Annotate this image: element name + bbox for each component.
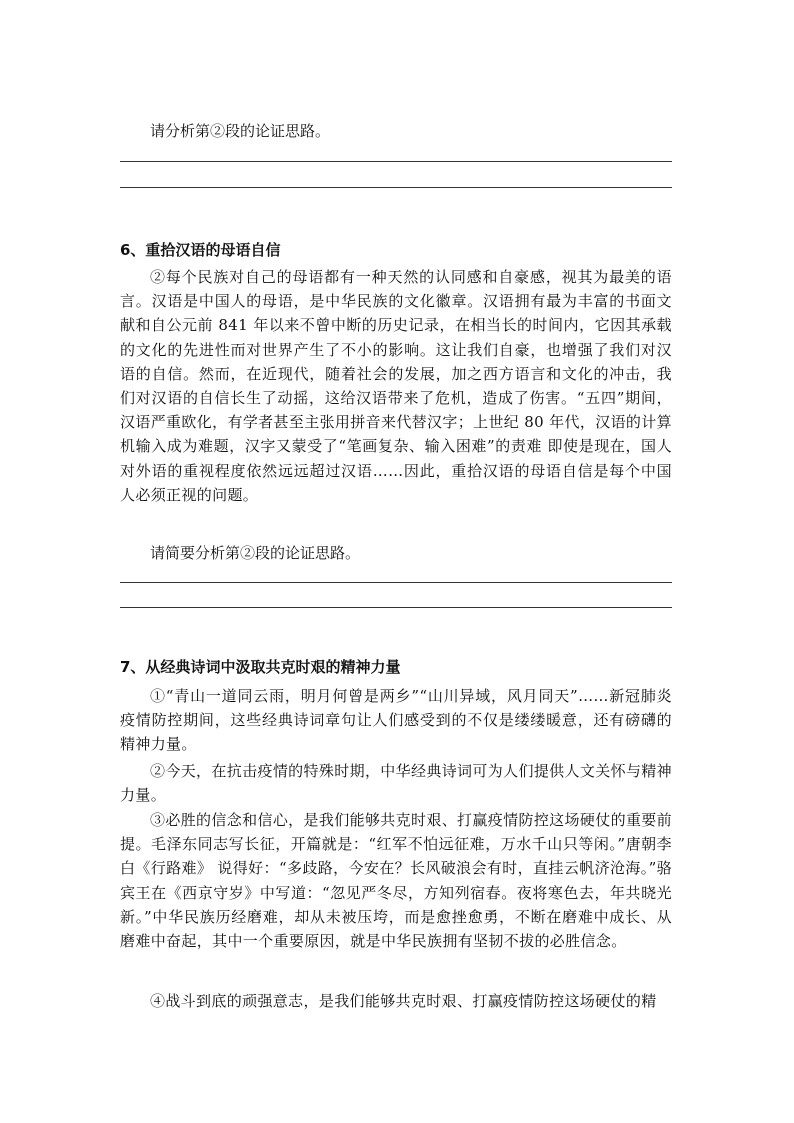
section7-paragraph-2: ②今天，在抗击疫情的特殊时期，中华经典诗词可为人们提供人文关怀与精神力量。: [120, 762, 672, 805]
section6-heading: 6、重拾汉语的母语自信: [120, 241, 281, 259]
answer-line[interactable]: [120, 607, 672, 608]
answer-line[interactable]: [120, 161, 672, 162]
section6-paragraph-2: ②每个民族对自己的母语都有一种天然的认同感和自豪感，视其为最美的语言。汉语是中国人的母语，是中华民族的文化徽章。汉语拥有最为丰富的书面文献和自公元前 841 年以来不曾中断的历史记录，在相当长的时间内，它因其承载的文化的先进性而对世界产生了不小的影响。这让我们自豪，也增强了我们对汉语的自信。然而，在近现代，随着社会的发展，加之西方语言和文化的冲击，我们对汉语的自信长生了动摇，这给汉语带来了危机，造成了伤害。“五四”期间，汉语严重欧化，有学者甚至主张用拼音来代替汉字；上世纪 80 年代，汉语的计算机输入成为难题，汉字又蒙受了“笔画复杂、输入困难”的责难 即使是现在，国人对外语的重视程度依然远远超过汉语……因此，重拾汉语的母语自信是每个中国人必须正视的问题。: [120, 268, 672, 504]
section5-question: 请分析第②段的论证思路。: [150, 122, 331, 140]
section7-heading: 7、从经典诗词中汲取共克时艰的精神力量: [120, 658, 401, 676]
section7-paragraph-1: ①“青山一道同云雨，明月何曾是两乡”“山川异域，风月同天”……新冠肺炎疫情防控期间，这些经典诗词章句让人们感受到的不仅是缕缕暖意，还有磅礴的精神力量。: [120, 687, 672, 754]
section7-paragraph-3: ③必胜的信念和信心，是我们能够共克时艰、打赢疫情防控这场硬仗的重要前提。毛泽东同志写长征，开篇就是：“红军不怕远征难，万水千山只等闲。”唐朝李白《行路难》 说得好：“多歧路，今安在？长风破浪会有时，直挂云帆济沧海。”骆宾王在《西京守岁》中写道：“忽见严冬尽，方知列宿春。夜将寒色去，年共晓光新。”中华民族历经磨难，却从未被压垮，而是愈挫愈勇，不断在磨难中成长、从磨难中奋起，其中一个重要原因，就是中华民族拥有坚韧不拔的必胜信念。: [120, 811, 672, 951]
section6-question: 请简要分析第②段的论证思路。: [150, 544, 361, 562]
answer-line[interactable]: [120, 582, 672, 583]
section7-paragraph-4: ④战斗到底的顽强意志，是我们能够共克时艰、打赢疫情防控这场硬仗的精: [150, 992, 657, 1010]
answer-line[interactable]: [120, 187, 672, 188]
